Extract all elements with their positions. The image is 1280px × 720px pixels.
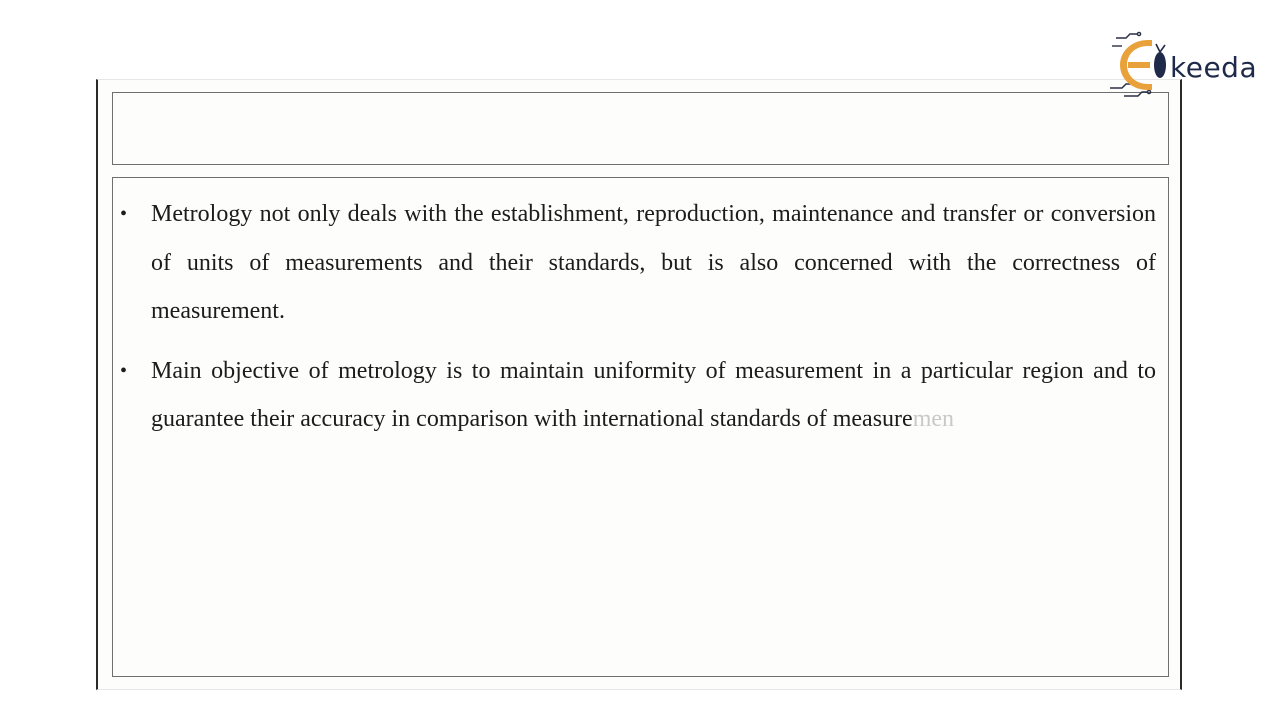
bullet-list <box>113 190 1168 455</box>
slide-content-box <box>112 177 1169 677</box>
bullet-text-faded-tail: men <box>912 406 955 432</box>
bullet-dot-icon: • <box>120 203 128 225</box>
slide-title-box <box>112 92 1169 165</box>
bullet-dot-icon: • <box>120 359 128 382</box>
bullet-text-main: Main objective of metrology is to maintain uniformity of measurement in a particular region and to guarantee their accuracy in comparison with international standards of measure <box>151 357 1156 432</box>
bullet-text: Metrology not only deals with the establishment, reproduction, maintenance and transfer or conversion of units of measurements and their standards, but is also concerned with the correctness of measurement. <box>151 201 1156 324</box>
bullet-item <box>113 347 1168 444</box>
logo-e-icon <box>1120 40 1152 90</box>
logo-k-icon <box>1154 44 1166 78</box>
bullet-text <box>151 358 1156 433</box>
logo-wordmark: keeda <box>1170 51 1258 84</box>
bullet-item <box>113 190 1168 336</box>
